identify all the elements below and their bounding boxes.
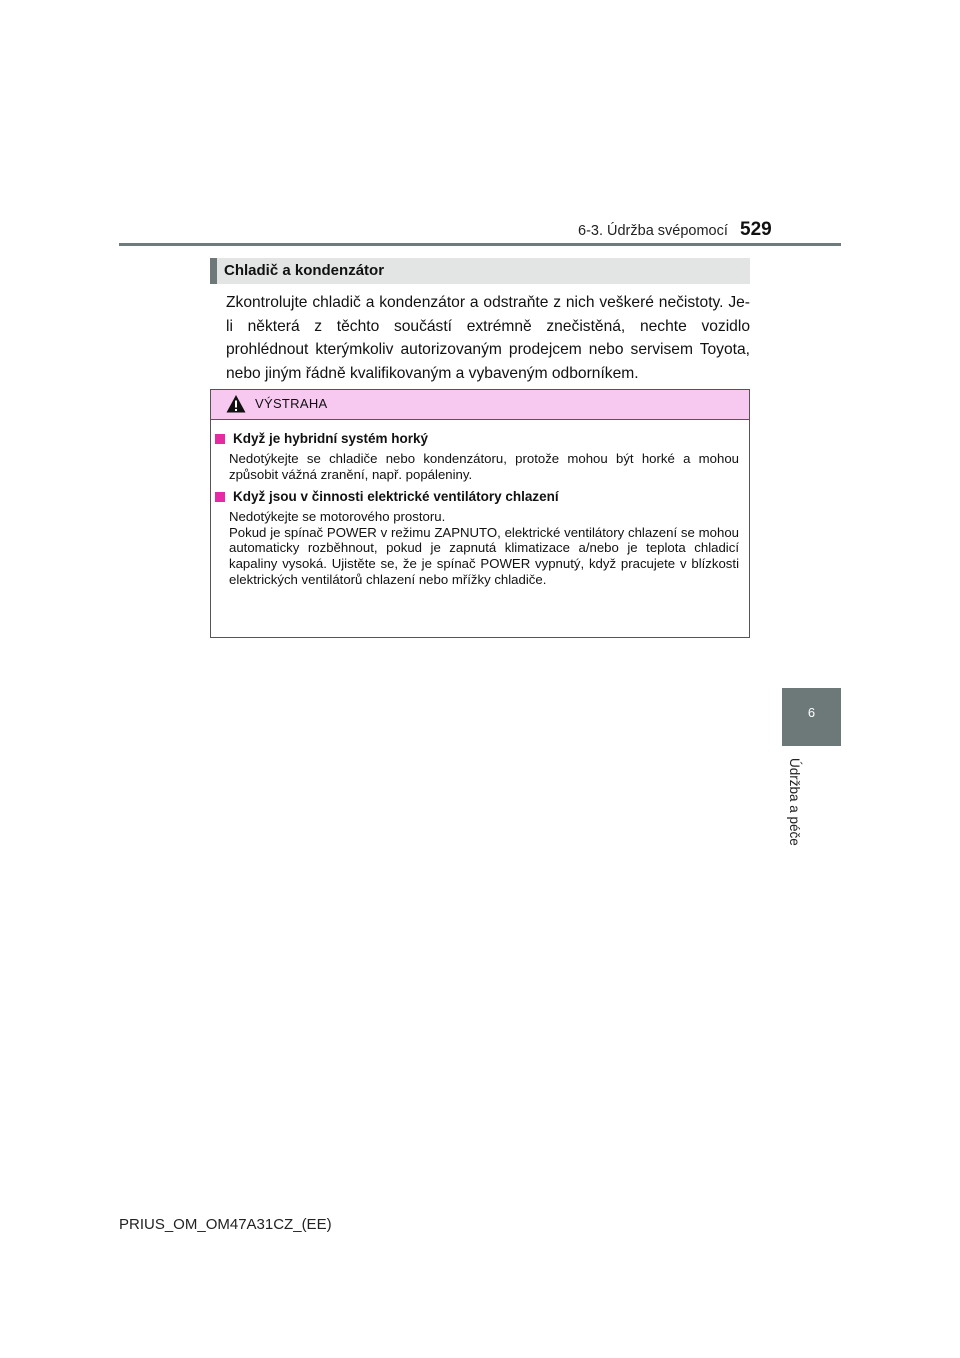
- running-header-section: 6-3. Údržba svépomocí: [578, 223, 728, 239]
- square-bullet-icon: [215, 434, 225, 444]
- warning-content: [211, 430, 749, 593]
- warning-item-text: Pokud je spínač POWER v režimu ZAPNUTO, elektrické ventilátory chlazení se mohou automaticky rozběhnout, pokud je zapnutá klimatizace a/nebo je teplota chladicí kapaliny vysoká. Ujistěte se, že je spínač POWER vypnutý, když pracujete v blízkosti elektrických ventilátorů chlazení nebo mřížky chladiče.: [229, 524, 739, 587]
- warning-header: [211, 390, 749, 420]
- warning-item-heading-text: Když jsou v činnosti elektrické ventilátory chlazení: [233, 489, 559, 505]
- warning-item-heading: [215, 488, 749, 506]
- chapter-tab-title: Údržba a péče: [787, 758, 802, 846]
- warning-item: [211, 488, 749, 587]
- warning-item-heading-text: Když je hybridní systém horký: [233, 431, 429, 446]
- warning-item-text: Nedotýkejte se chladiče nebo kondenzátoru, protože mohou být horké a mohou způsobit vážná zranění, např. popáleniny.: [229, 451, 739, 482]
- header-divider: [119, 243, 841, 246]
- square-bullet-icon: [215, 492, 225, 502]
- warning-item-text: Nedotýkejte se motorového prostoru.: [229, 509, 446, 525]
- section-heading-text: Chladič a kondenzátor: [224, 262, 385, 279]
- footer-document-code: PRIUS_OM_OM47A31CZ_(EE): [119, 1216, 332, 1233]
- page-number: 529: [740, 219, 772, 240]
- warning-title: VÝSTRAHA: [255, 396, 328, 411]
- warning-item-heading: [215, 430, 749, 448]
- chapter-tab-number: 6: [807, 705, 816, 720]
- warning-triangle-icon: [226, 394, 246, 414]
- warning-item: [211, 430, 749, 482]
- warning-box: [210, 389, 750, 638]
- chapter-tab: [782, 688, 841, 746]
- section-body-paragraph: Zkontrolujte chladič a kondenzátor a odstraňte z nich veškeré nečistoty. Je-li některá z těchto součástí extrémně znečistěná, nechte vozidlo prohlédnout kterýmkoliv autorizovaným prodejcem nebo servisem Toyota, nebo jiným řádně kvalifikovaným a vybaveným odborníkem.: [226, 294, 750, 382]
- section-heading: [210, 258, 750, 284]
